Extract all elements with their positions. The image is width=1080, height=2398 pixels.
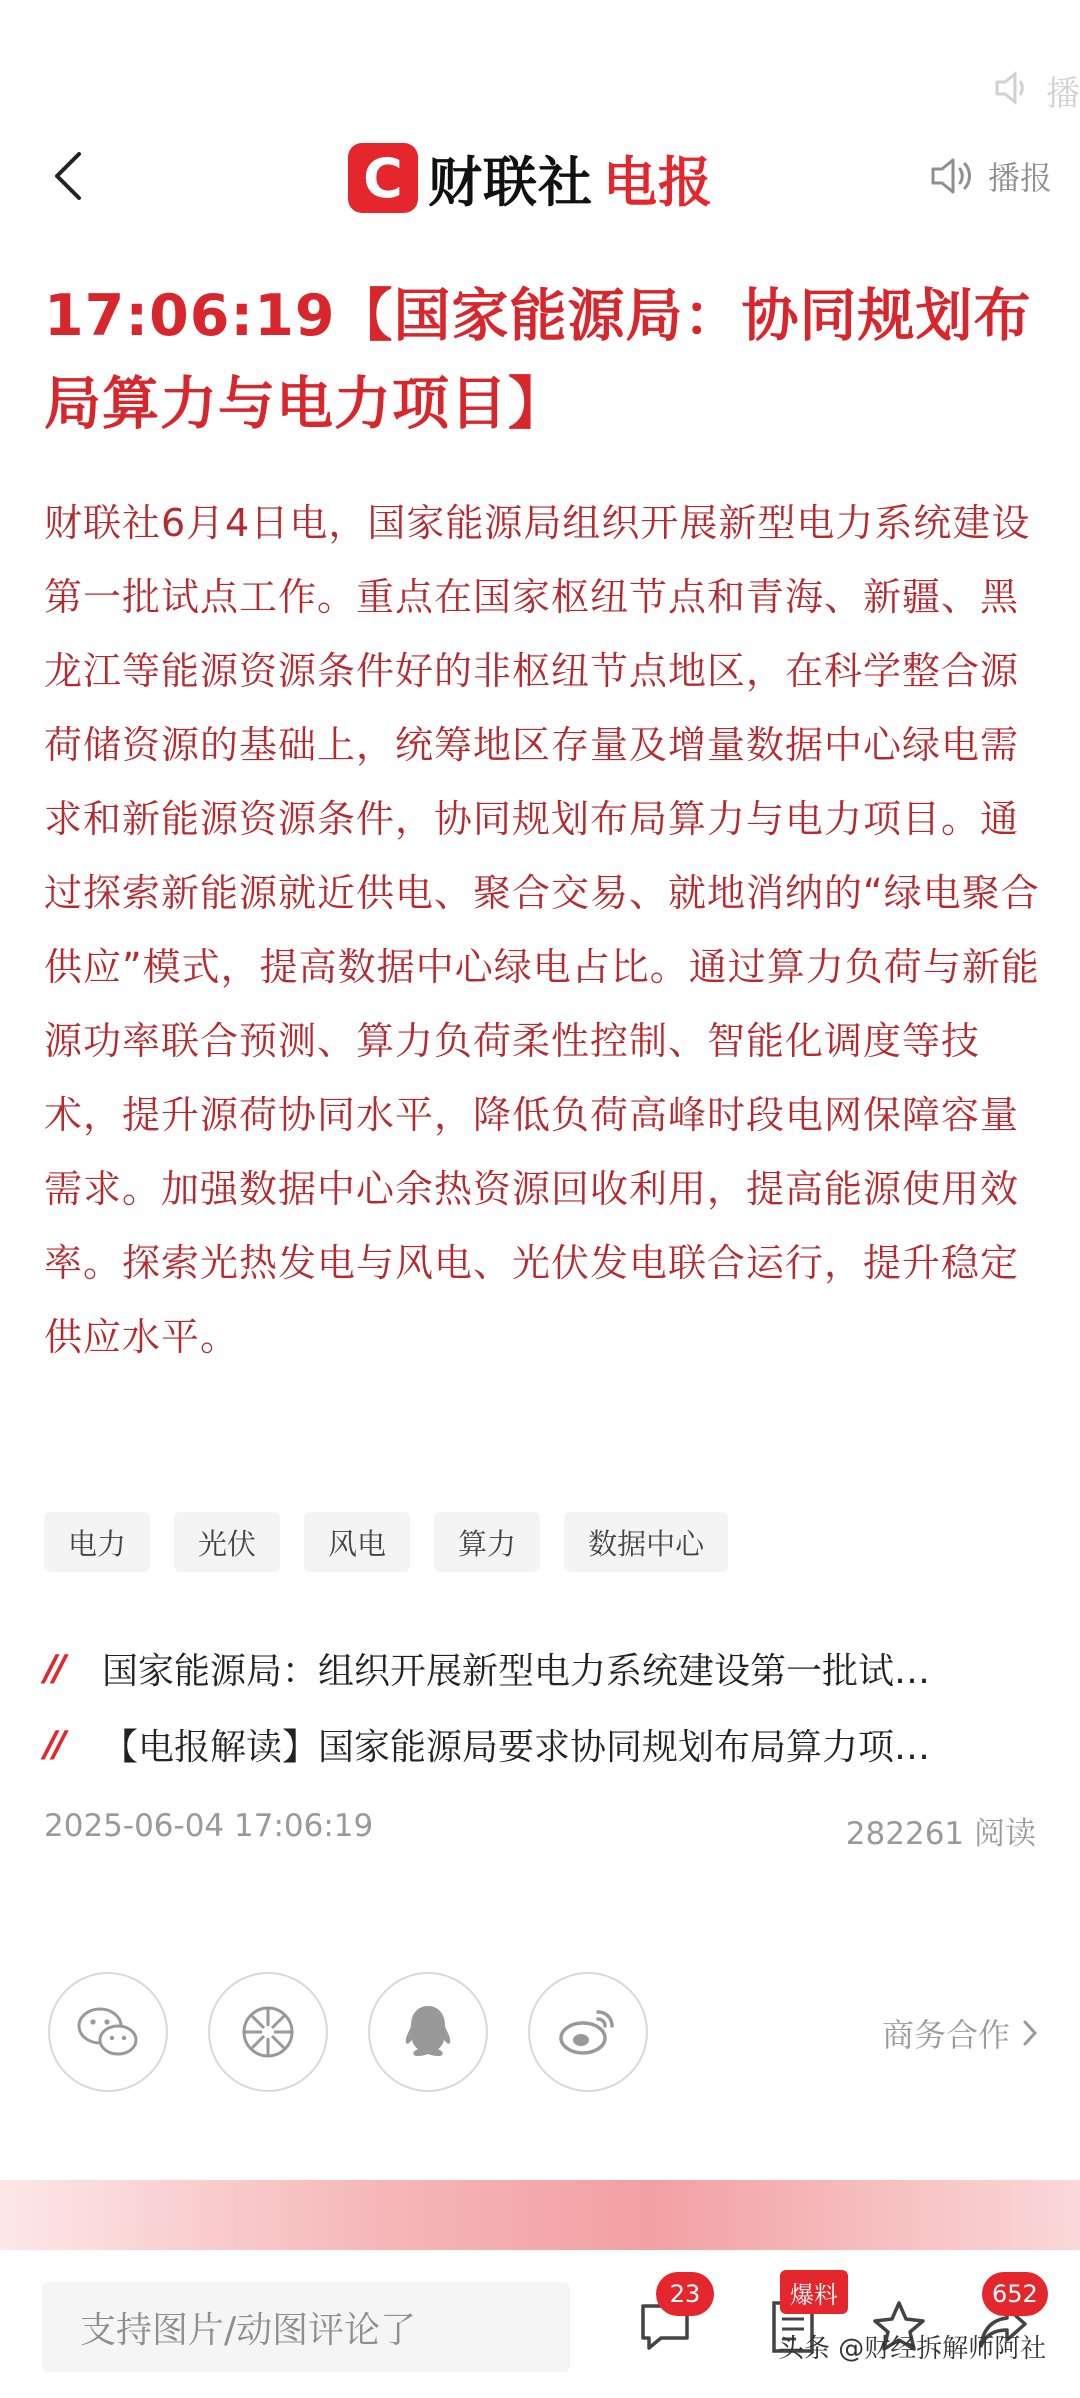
wechat-icon xyxy=(76,2004,140,2060)
play-audio-button[interactable] xyxy=(930,146,1052,206)
comment-input[interactable]: 支持图片/动图评论了 xyxy=(42,2282,570,2372)
logo-text-telegraph: 电报 xyxy=(603,150,713,214)
back-arrow-icon xyxy=(53,151,83,201)
promo-banner[interactable] xyxy=(0,2180,1080,2260)
share-qq-button[interactable] xyxy=(368,1972,488,2092)
related-item[interactable] xyxy=(44,1706,1044,1782)
comment-count-badge: 23 xyxy=(656,2272,714,2316)
tag-computing-power[interactable]: 算力 xyxy=(434,1512,540,1572)
share-moments-button[interactable] xyxy=(208,1972,328,2092)
related-marker: // xyxy=(44,1647,63,1689)
article-body: 财联社6月4日电，国家能源局组织开展新型电力系统建设第一批试点工作。重点在国家枢纽节点和青海、新疆、黑龙江等能源资源条件好的非枢纽节点地区，在科学整合源荷储资源的基础上，统筹地区存量及增量数据中心绿电需求和新能源资源条件，协同规划布局算力与电力项目。通过探索新能源就近供电、聚合交易、就地消纳的“绿电聚合供应”模式，提高数据中心绿电占比。通过算力负荷与新能源功率联合预测、算力负荷柔性控制、智能化调度等技术，提升源荷协同水平，降低负荷高峰时段电网保障容量需求。加强数据中心余热资源回收利用，提高能源使用效率。探索光热发电与风电、光伏发电联合运行，提升稳定供应水平。 xyxy=(44,501,1040,1359)
faded-play-label: 播 xyxy=(1046,73,1080,114)
read-count: 282261 阅读 xyxy=(845,1816,1036,1852)
article-meta xyxy=(44,1808,1036,1853)
related-item-text: 国家能源局：组织开展新型电力系统建设第一批试… xyxy=(102,1650,931,1692)
related-marker: // xyxy=(44,1723,63,1765)
bottom-bar xyxy=(0,2250,1080,2398)
tag-data-center[interactable]: 数据中心 xyxy=(564,1512,728,1572)
tag-power[interactable]: 电力 xyxy=(44,1512,150,1572)
watermark-text: 头条 @财经拆解师阿社 xyxy=(778,2334,1047,2364)
publish-datetime: 2025-06-04 17:06:19 xyxy=(44,1808,374,1844)
article-title: 17:06:19【国家能源局：协同规划布局算力与电力项目】 xyxy=(44,283,1032,437)
tag-list xyxy=(44,1512,728,1572)
weibo-icon xyxy=(556,2004,620,2060)
app-logo xyxy=(348,140,713,216)
related-item-text: 【电报解读】国家能源局要求协同规划布局算力项… xyxy=(102,1726,931,1768)
share-count-badge: 652 xyxy=(982,2272,1048,2316)
play-label: 播报 xyxy=(987,159,1052,197)
business-cooperation-label: 商务合作 xyxy=(881,2016,1010,2054)
logo-mark: C xyxy=(348,143,418,213)
related-news xyxy=(44,1630,1044,1782)
qq-icon xyxy=(400,2002,456,2062)
share-wechat-button[interactable] xyxy=(48,1972,168,2092)
chevron-right-icon xyxy=(1022,2019,1038,2047)
report-badge: 爆料 xyxy=(780,2270,848,2314)
business-cooperation-link[interactable] xyxy=(882,2010,1038,2056)
tag-photovoltaic[interactable]: 光伏 xyxy=(174,1512,280,1572)
moments-icon xyxy=(238,2002,298,2062)
speaker-icon xyxy=(930,157,974,195)
share-weibo-button[interactable] xyxy=(528,1972,648,2092)
faded-top-bar xyxy=(994,62,1080,118)
related-item[interactable] xyxy=(44,1630,1044,1706)
logo-text-brand: 财联社 xyxy=(428,150,593,214)
app-header xyxy=(0,118,1080,238)
speaker-icon xyxy=(994,71,1032,109)
share-bar xyxy=(48,1972,1038,2096)
tag-wind-power[interactable]: 风电 xyxy=(304,1512,410,1572)
back-button[interactable] xyxy=(38,146,98,206)
